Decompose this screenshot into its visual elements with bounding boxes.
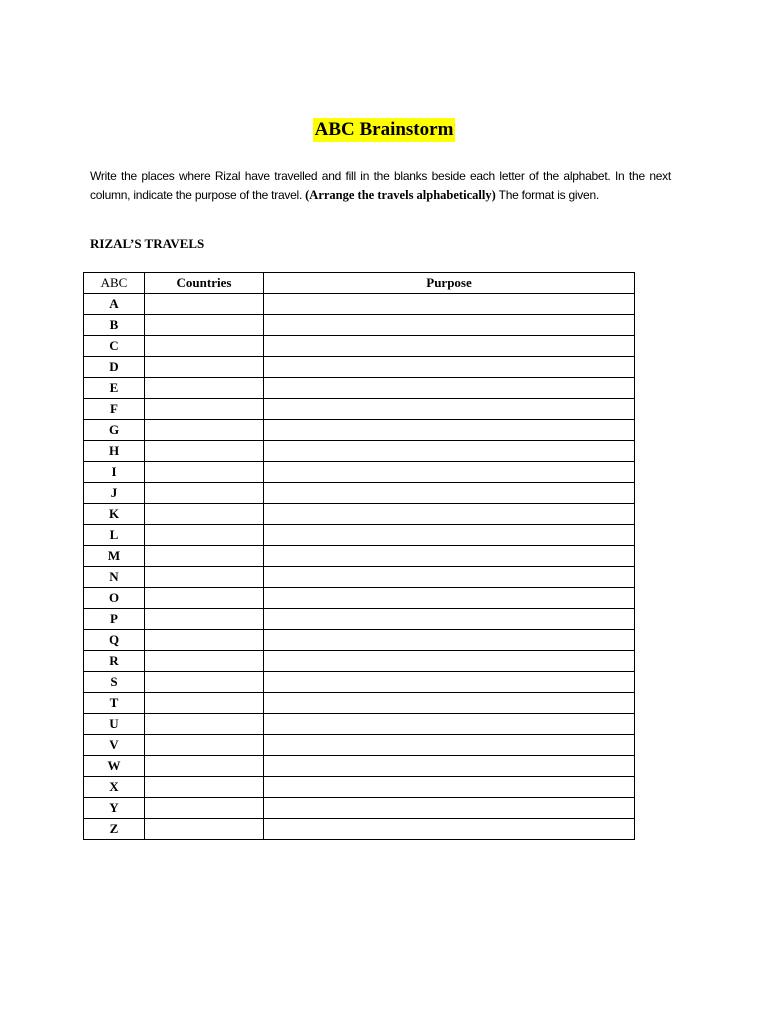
purpose-cell[interactable]	[264, 756, 635, 777]
table-row	[84, 588, 635, 609]
row-letter: J	[84, 483, 145, 504]
table-row	[84, 525, 635, 546]
table-row	[84, 630, 635, 651]
row-letter: U	[84, 714, 145, 735]
table-row	[84, 672, 635, 693]
table-row	[84, 399, 635, 420]
column-header-abc: ABC	[84, 273, 145, 294]
purpose-cell[interactable]	[264, 714, 635, 735]
country-cell[interactable]	[145, 462, 264, 483]
table-row	[84, 567, 635, 588]
purpose-cell[interactable]	[264, 357, 635, 378]
purpose-cell[interactable]	[264, 525, 635, 546]
instructions-text: Write the places where Rizal have travelled and fill in the blanks beside each letter of the alphabet. In the next column, indicate the purpose of the travel.	[90, 169, 671, 202]
instructions-format-note: The format is given.	[498, 188, 599, 202]
row-letter: Z	[84, 819, 145, 840]
country-cell[interactable]	[145, 315, 264, 336]
country-cell[interactable]	[145, 525, 264, 546]
row-letter: L	[84, 525, 145, 546]
country-cell[interactable]	[145, 336, 264, 357]
row-letter: I	[84, 462, 145, 483]
row-letter: S	[84, 672, 145, 693]
purpose-cell[interactable]	[264, 777, 635, 798]
table-row	[84, 483, 635, 504]
country-cell[interactable]	[145, 735, 264, 756]
table-header-row	[84, 273, 635, 294]
country-cell[interactable]	[145, 609, 264, 630]
purpose-cell[interactable]	[264, 462, 635, 483]
country-cell[interactable]	[145, 294, 264, 315]
instructions-emphasis: (Arrange the travels alphabetically)	[305, 188, 496, 202]
row-letter: R	[84, 651, 145, 672]
country-cell[interactable]	[145, 798, 264, 819]
country-cell[interactable]	[145, 777, 264, 798]
purpose-cell[interactable]	[264, 504, 635, 525]
table-row	[84, 441, 635, 462]
page-title: ABC Brainstorm	[314, 119, 454, 140]
country-cell[interactable]	[145, 651, 264, 672]
country-cell[interactable]	[145, 378, 264, 399]
row-letter: C	[84, 336, 145, 357]
purpose-cell[interactable]	[264, 588, 635, 609]
purpose-cell[interactable]	[264, 651, 635, 672]
purpose-cell[interactable]	[264, 483, 635, 504]
table-row	[84, 294, 635, 315]
title-container	[0, 118, 768, 142]
country-cell[interactable]	[145, 819, 264, 840]
row-letter: H	[84, 441, 145, 462]
table-row	[84, 798, 635, 819]
purpose-cell[interactable]	[264, 567, 635, 588]
row-letter: E	[84, 378, 145, 399]
row-letter: W	[84, 756, 145, 777]
purpose-cell[interactable]	[264, 630, 635, 651]
row-letter: D	[84, 357, 145, 378]
row-letter: K	[84, 504, 145, 525]
row-letter: N	[84, 567, 145, 588]
country-cell[interactable]	[145, 672, 264, 693]
table-row	[84, 714, 635, 735]
row-letter: A	[84, 294, 145, 315]
table-row	[84, 420, 635, 441]
purpose-cell[interactable]	[264, 399, 635, 420]
country-cell[interactable]	[145, 588, 264, 609]
purpose-cell[interactable]	[264, 672, 635, 693]
row-letter: Q	[84, 630, 145, 651]
country-cell[interactable]	[145, 357, 264, 378]
country-cell[interactable]	[145, 756, 264, 777]
column-header-purpose: Purpose	[264, 273, 635, 294]
table-row	[84, 546, 635, 567]
purpose-cell[interactable]	[264, 609, 635, 630]
row-letter: X	[84, 777, 145, 798]
country-cell[interactable]	[145, 420, 264, 441]
purpose-cell[interactable]	[264, 315, 635, 336]
purpose-cell[interactable]	[264, 546, 635, 567]
purpose-cell[interactable]	[264, 735, 635, 756]
table-row	[84, 315, 635, 336]
row-letter: P	[84, 609, 145, 630]
table-row	[84, 462, 635, 483]
row-letter: Y	[84, 798, 145, 819]
table-row	[84, 651, 635, 672]
table-row	[84, 336, 635, 357]
table-row	[84, 693, 635, 714]
purpose-cell[interactable]	[264, 378, 635, 399]
country-cell[interactable]	[145, 546, 264, 567]
row-letter: F	[84, 399, 145, 420]
purpose-cell[interactable]	[264, 693, 635, 714]
table-row	[84, 357, 635, 378]
country-cell[interactable]	[145, 714, 264, 735]
section-title: RIZAL’S TRAVELS	[90, 236, 205, 251]
table-row	[84, 504, 635, 525]
country-cell[interactable]	[145, 567, 264, 588]
country-cell[interactable]	[145, 441, 264, 462]
country-cell[interactable]	[145, 693, 264, 714]
country-cell[interactable]	[145, 483, 264, 504]
table-row	[84, 609, 635, 630]
row-letter: B	[84, 315, 145, 336]
row-letter: O	[84, 588, 145, 609]
instructions-paragraph	[90, 167, 671, 205]
table-row	[84, 378, 635, 399]
travels-table-body	[84, 294, 635, 840]
purpose-cell[interactable]	[264, 336, 635, 357]
row-letter: G	[84, 420, 145, 441]
purpose-cell[interactable]	[264, 798, 635, 819]
purpose-cell[interactable]	[264, 819, 635, 840]
row-letter: V	[84, 735, 145, 756]
table-row	[84, 819, 635, 840]
table-row	[84, 735, 635, 756]
row-letter: M	[84, 546, 145, 567]
purpose-cell[interactable]	[264, 420, 635, 441]
country-cell[interactable]	[145, 399, 264, 420]
purpose-cell[interactable]	[264, 441, 635, 462]
travels-table	[83, 272, 635, 840]
table-row	[84, 777, 635, 798]
table-row	[84, 756, 635, 777]
column-header-countries: Countries	[145, 273, 264, 294]
country-cell[interactable]	[145, 504, 264, 525]
purpose-cell[interactable]	[264, 294, 635, 315]
row-letter: T	[84, 693, 145, 714]
country-cell[interactable]	[145, 630, 264, 651]
